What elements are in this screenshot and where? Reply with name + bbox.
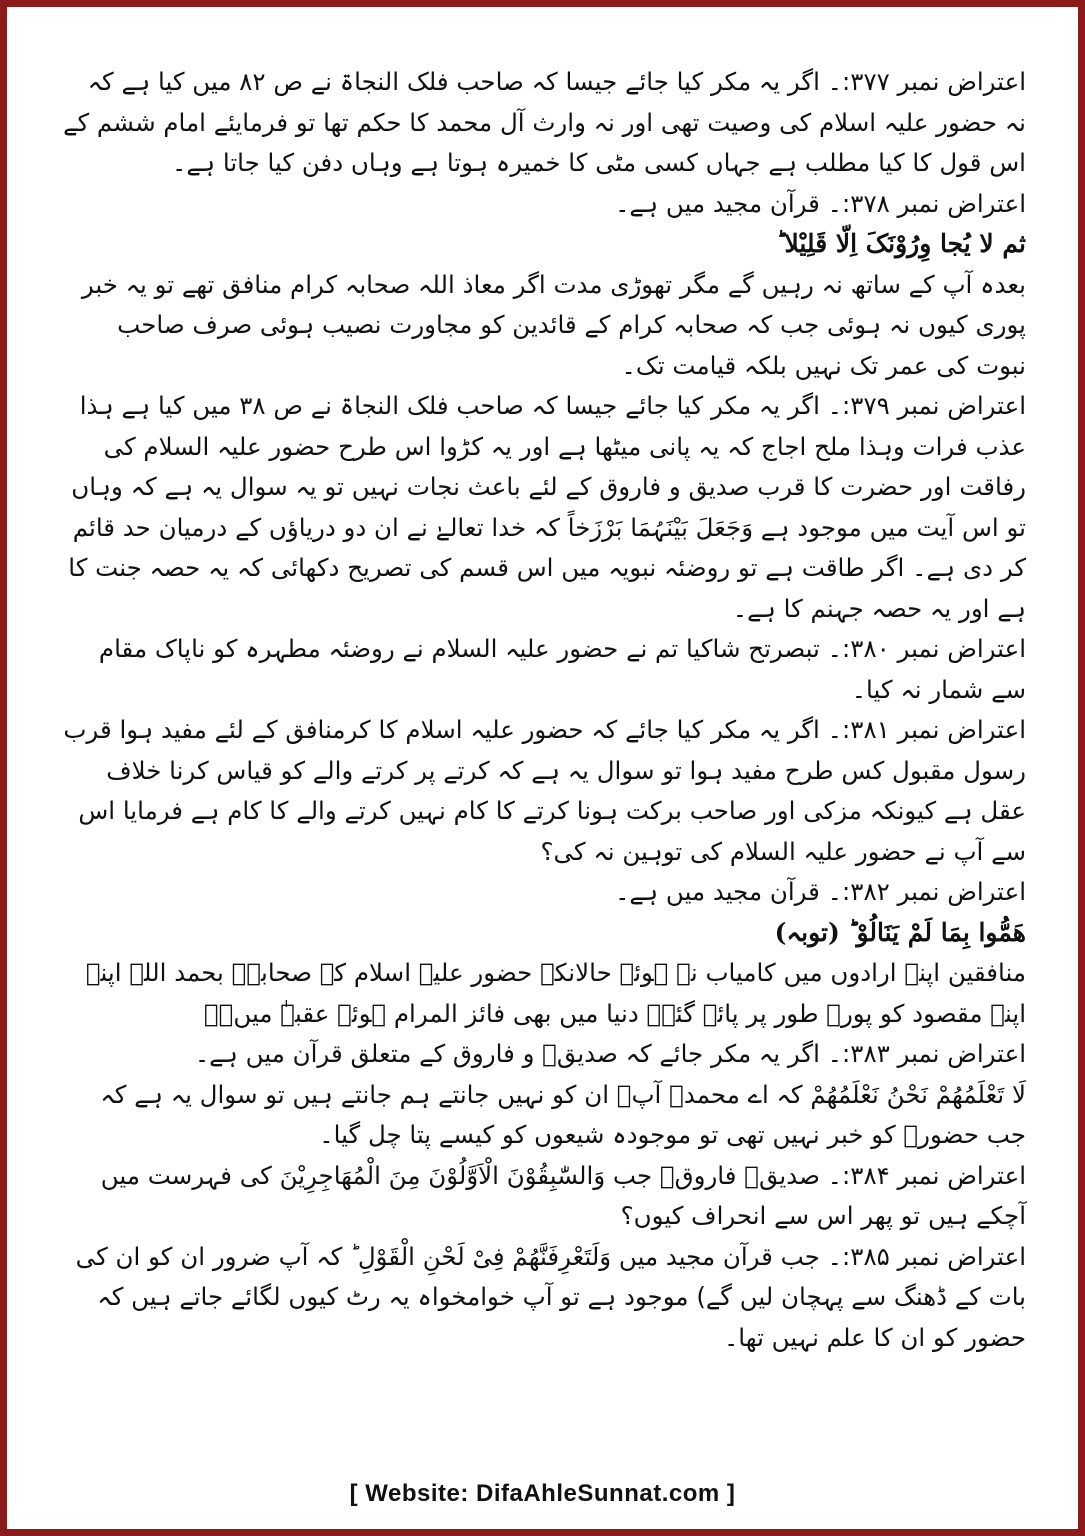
quran-verse-382: ھَمُّوا بِمَا لَمْ یَنَالُوْ ؕ (توبہ): [774, 917, 1026, 947]
objection-378-heading: اعتراض نمبر ۳۷۸:۔ قرآن مجید میں ہے۔: [615, 188, 1026, 218]
objection-384: اعتراض نمبر ۳۸۴:۔ صدیقؓ فاروقؓ جب وَالسّٰبِقُوْنَ الْاَوَّلُوْنَ مِنَ الْمُھَاجِرِیْنَ کی فہرست میں آچکے ہیں تو پھر اس سے انحراف کیوں؟: [100, 1160, 1026, 1230]
objection-381: اعتراض نمبر ۳۸۱:۔ اگر یہ مکر کیا جائے کہ حضور علیہ اسلام کا کرمنافق کے لئے مفید ہوا قرب رسول مقبول کس طرح مفید ہوا تو سوال یہ ہے کہ کرتے پر کرتے والے کو قیاس کرنا خلاف عقل ہے کیونکہ مزکی اور صاحب برکت ہونا کرتے کا کام نہیں کرتے والے کا کام ہے فرمایا اس سے آپ نے حضور علیہ السلام کی توہین نہ کی؟: [63, 715, 1026, 866]
objection-385: اعتراض نمبر ۳۸۵:۔ جب قرآن مجید میں وَلَتَعْرِفَنَّھُمْ فِیْ لَحْنِ الْقَوْلِ ؕ کہ آپ ضرور ان کو ان کی بات کے ڈھنگ سے پہچان لیں گے) موجود ہے تو آپ خوامخواہ یہ رٹ کیوں لگائے جاتے ہیں کہ حضور کو ان کا علم نہیں تھا۔: [75, 1241, 1026, 1352]
objection-382-heading: اعتراض نمبر ۳۸۲:۔ قرآن مجید میں ہے۔: [615, 877, 1026, 906]
objection-379: اعتراض نمبر ۳۷۹:۔ اگر یہ مکر کیا جائے جیسا کہ صاحب فلک النجاۃ نے ص ۳۸ میں کیا ہے ہذا عذب فرات وہذا ملح اجاج کہ یہ پانی میٹھا ہے اور یہ کڑوا اس طرح حضور علیہ السلام کی رفاقت اور حضرت کا قرب صدیق و فاروق کے لئے باعث نجات نہیں تو یہ سوال یہ ہے کہ وہاں تو اس آیت میں موجود ہے وَجَعَلَ بَیْنَہُمَا بَرْزَخاً کہ خدا تعالےٰ نے ان دو دریاؤں کے درمیان حد قائم کر دی ہے۔ اگر طاقت ہے تو روضئہ نبویہ میں اس قسم کی تصریح دکھائی کہ یہ حصہ جنت کا ہے اور یہ حصہ جہنم کا ہے۔: [68, 391, 1026, 623]
objection-380: اعتراض نمبر ۳۸۰:۔ تبصرتح شاکیا تم نے حضور علیہ السلام نے روضئہ مطہرہ کو ناپاک مقام سے شمار نہ کیا۔: [98, 634, 1026, 704]
objection-383-heading: اعتراض نمبر ۳۸۳:۔ اگر یہ مکر جائے کہ صدیقؓ و فاروق کے متعلق قرآن میں ہے۔: [194, 1039, 1026, 1068]
objection-383-explanation: لَا تَعْلَمُھُمْ نَحْنُ نَعْلَمُھُمْ کہ اے محمدؐ آپؐ ان کو نہیں جانتے ہم جانتے ہیں تو سوال یہ ہے کہ جب حضورؐ کو خبر نہیں تھی تو موجودہ شیعوں کو کیسے پتا چل گیا۔: [100, 1079, 1026, 1149]
document-body: [60, 62, 1026, 1462]
website-footer: [ Website: DifaAhleSunnat.com ]: [349, 1480, 736, 1507]
objection-382-explanation: منافقین اپنے ارادوں میں کامیاب نہ ہوئے حالانکہ حضور علیہ اسلام کے صحابہؓ بحمد اللہ اپنے اپنے مقصود کو پورے طور پر پائے گئے۔ دنیا میں بھی فائز المرام ہوئے عقبےٰ میںؓ۔: [85, 958, 1026, 1028]
objection-378-explanation: بعدہ آپ کے ساتھ نہ رہیں گے مگر تھوڑی مدت اگر معاذ اللہ صحابہ کرام منافق تھے تو یہ خبر پوری کیوں نہ ہوئی جب کہ صحابہ کرام کے قائدین کو مجاورت نصیب ہوئی صرف صاحب نبوت کی عمر تک نہیں بلکہ قیامت تک۔: [81, 269, 1026, 380]
quran-verse-378: ثم لا یُجا وِرُوْنَکَ اِلّا قَلِیْلا ؕ: [776, 229, 1026, 258]
objection-377: اعتراض نمبر ۳۷۷:۔ اگر یہ مکر کیا جائے جیسا کہ صاحب فلک النجاۃ نے ص ۸۲ میں کیا ہے کہ نہ حضور علیہ اسلام کی وصیت تھی اور نہ وارث آل محمد کا حکم تھا تو فرمایئے امام ششم کے اس قول کا کیا مطلب ہے جہاں کسی مٹی کا خمیرہ ہوتا ہے وہاں دفن کیا جاتا ہے۔: [63, 67, 1026, 177]
